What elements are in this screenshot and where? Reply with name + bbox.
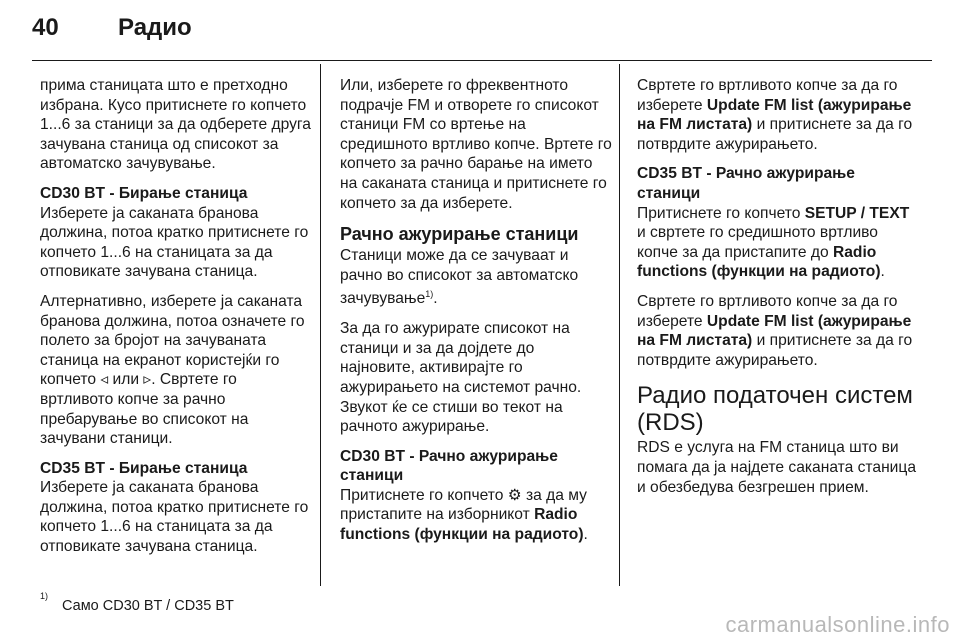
- paragraph-text: и свртете го средишното вртливо копче за да пристапите до: [637, 224, 878, 261]
- paragraph: Изберете ја саканата бранова должина, потоа кратко притиснете го копчето 1...6 на станицата за да отповикате зачувана станица.: [40, 479, 309, 556]
- column-divider: [320, 64, 321, 586]
- paragraph-text: Свртете го вртливото копче за да го изберете: [637, 77, 898, 114]
- column-2: [340, 76, 612, 555]
- menu-item-name: Update FM list (ажурирање на FM листата): [637, 96, 912, 134]
- section-heading: CD35 BT - Рачно ажурирање станици: [637, 165, 855, 202]
- section-heading: Рачно ажурирање станици: [340, 224, 579, 245]
- watermark: carmanualsonline.info: [725, 612, 950, 637]
- paragraph: Изберете ја саканата бранова должина, потоа кратко притиснете го копчето 1...6 на станицата за да отповикате зачувана станица.: [40, 204, 309, 281]
- footnote-mark: 1): [40, 591, 49, 601]
- section-heading: CD30 BT - Рачно ажурирање станици: [340, 447, 558, 485]
- paragraph: [637, 292, 917, 370]
- menu-name: Radio functions (функции на радиото): [637, 243, 881, 281]
- paragraph: [340, 246, 612, 309]
- column-divider: [619, 64, 620, 586]
- footnote: [40, 591, 234, 614]
- header-rule: [32, 60, 932, 61]
- paragraph-text: и притиснете за да го потврдите ажурирањето.: [637, 116, 913, 153]
- paragraph-text: Притиснете го копчето ⚙ за да му пристапите на изборникот: [340, 486, 587, 524]
- paragraph: [637, 76, 917, 154]
- page-number: 40: [32, 14, 59, 41]
- paragraph-text: .: [583, 526, 588, 544]
- paragraph: RDS е услуга на FM станица што ви помага да ја најдете саканата станица и обезбедува безгрешен прием.: [637, 439, 916, 496]
- menu-item-name: Update FM list (ажурирање на FM листата): [637, 312, 912, 350]
- paragraph: [637, 204, 917, 282]
- column-1: [40, 76, 312, 567]
- paragraph-text: .: [433, 290, 438, 308]
- paragraph: За да го ажурирате списокот на станици и за да дојдете до најновите, активирајте го ажурирањето на системот рачно. Звукот ќе се стиши во текот на рачното ажурирање.: [340, 320, 582, 436]
- footnote-reference[interactable]: 1): [425, 289, 434, 300]
- menu-name: Radio functions (функции на радиото): [340, 506, 584, 544]
- column-3: [637, 76, 917, 507]
- paragraph-text: Станици може да се зачуваат и рачно во списокот за автоматско зачувување: [340, 247, 579, 308]
- section-heading: CD30 BT - Бирање станица: [40, 184, 248, 202]
- paragraph-text: Свртете го вртливото копче за да го изберете: [637, 292, 898, 330]
- paragraph: Алтернативно, изберете ја саканата бранова должина, потоа означете го полето за бројот на зачуваната станица на екранот користејќи го копчето ◃ или ▹. Свртете го вртливото копче за рачно пребарување во списокот на зачувани станици.: [40, 292, 305, 448]
- footnote-text: Само CD30 BT / CD35 BT: [62, 597, 234, 614]
- page-title: Радио: [118, 14, 192, 41]
- paragraph: [340, 486, 612, 545]
- paragraph-text: и притиснете за да го потврдите ажурирањето.: [637, 332, 913, 369]
- section-heading: CD35 BT - Бирање станица: [40, 459, 248, 477]
- paragraph: прима станицата што е претходно избрана. Кусо притиснете го копчето 1...6 за станици за да одберете друга зачувана станица од списокот за автоматско зачувување.: [40, 77, 311, 173]
- paragraph-text: Притиснете го копчето: [637, 204, 805, 222]
- paragraph-text: .: [880, 263, 885, 281]
- chapter-heading: Радио податочен систем (RDS): [637, 382, 913, 437]
- paragraph: Или, изберете го фреквентното подрачје FM и отворете го списокот станици FM со вртење на средишното вртливо копче. Вртете го копчето за рачно барање на името на саканата станица и притиснете го копчето за да изберете.: [340, 77, 612, 212]
- page-header: [0, 0, 960, 62]
- button-name: SETUP / TEXT: [804, 204, 910, 222]
